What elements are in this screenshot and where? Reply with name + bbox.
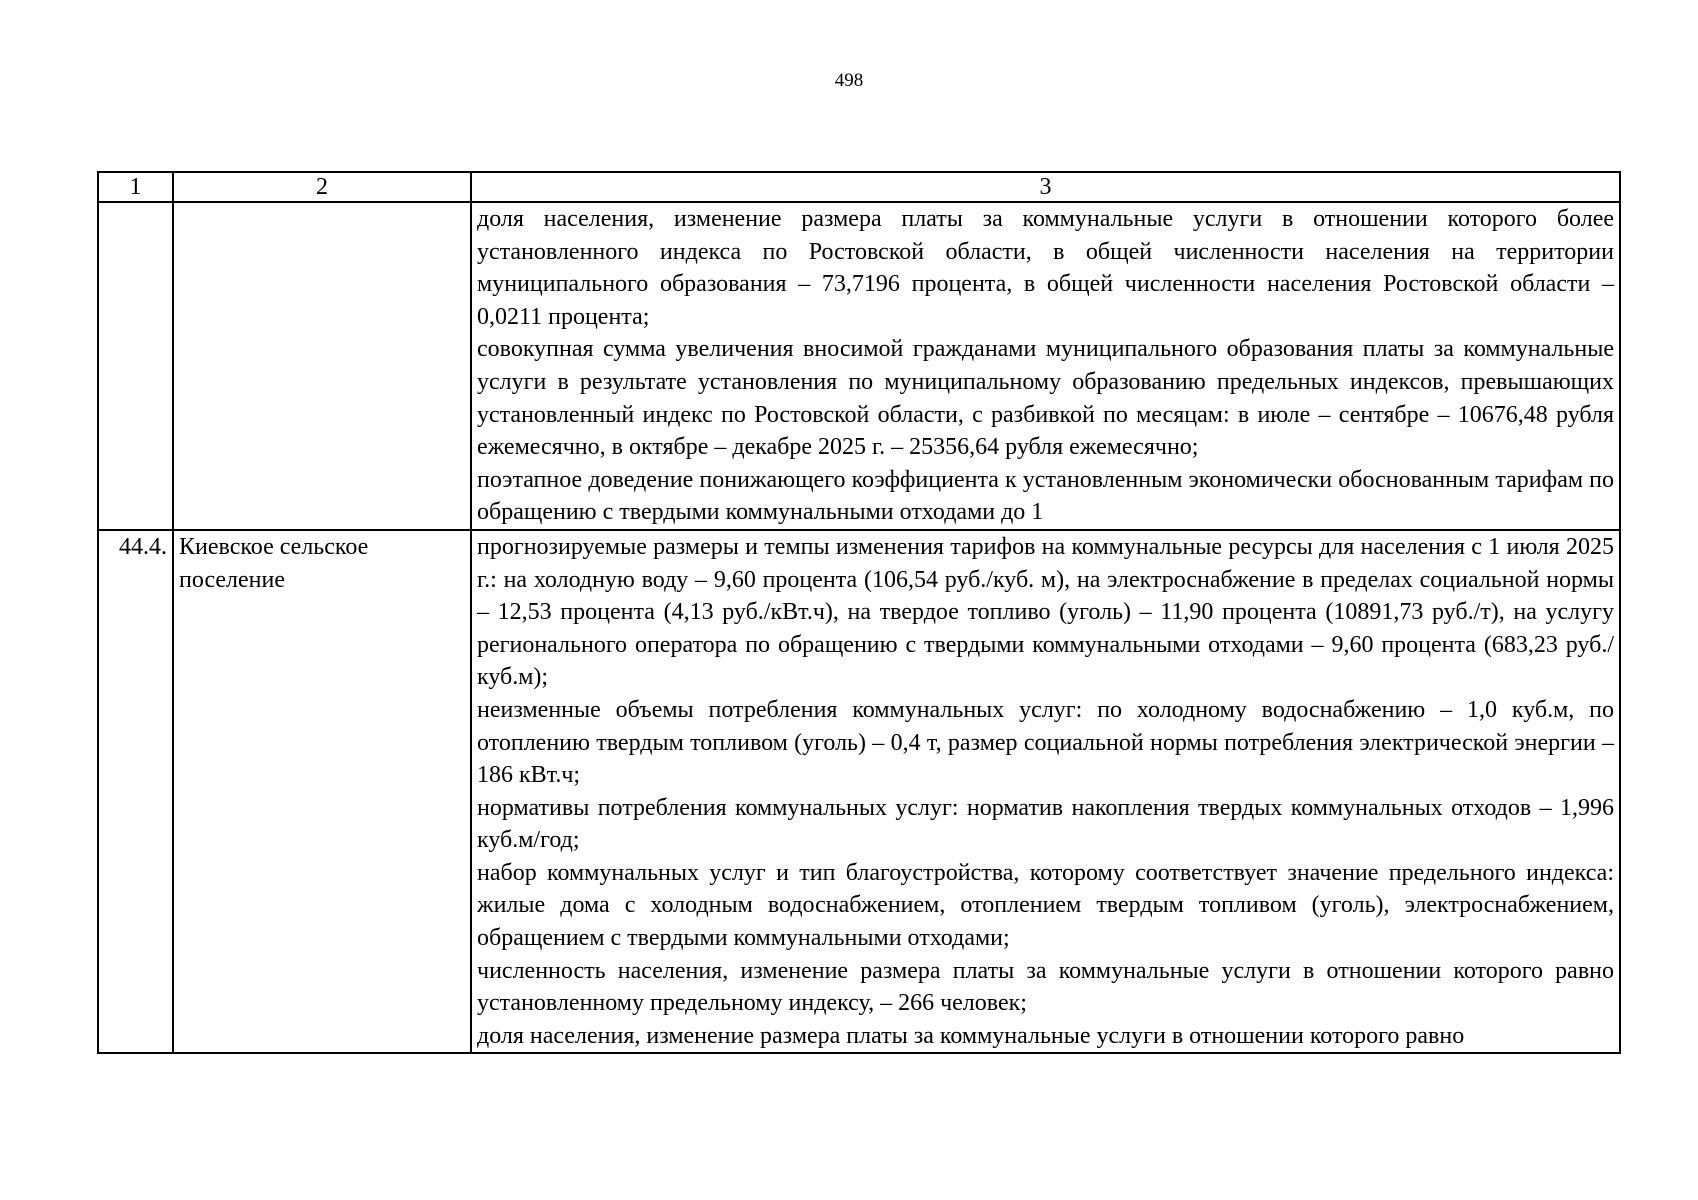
- description-paragraph: доля населения, изменение размера платы за коммунальные услуги в отношении которого равно: [477, 1022, 1465, 1049]
- municipality-name: Киевское сельское поселение: [173, 530, 471, 1054]
- row-number: [98, 202, 173, 530]
- column-header-3: 3: [471, 172, 1620, 202]
- description-paragraph: поэтапное доведение понижающего коэффициента к установленным экономически обоснованным тарифам по обращению с твердыми коммунальными отходами до 1: [477, 466, 1614, 526]
- column-header-1: 1: [98, 172, 173, 202]
- description-paragraph: набор коммунальных услуг и тип благоустройства, которому соответствует значение предельного индекса: жилые дома с холодным водоснабжением, отоплением твердым топливом (уголь), электроснабжением, обращением с твердыми коммунальными отходами;: [477, 859, 1614, 952]
- column-header-2: 2: [173, 172, 471, 202]
- table-row: [98, 202, 1620, 530]
- data-table: [97, 171, 1621, 1054]
- row-description: [471, 202, 1620, 530]
- row-description: [471, 530, 1620, 1054]
- description-paragraph: численность населения, изменение размера платы за коммунальные услуги в отношении которого равно установленному предельному индексу, – 266 человек;: [477, 957, 1614, 1017]
- description-paragraph: прогнозируемые размеры и темпы изменения тарифов на коммунальные ресурсы для населения с 1 июля 2025 г.: на холодную воду – 9,60 процента (106,54 руб./куб. м), на электроснабжение в пределах социальной нормы – 12,53 процента (4,13 руб./кВт.ч), на твердое топливо (уголь) – 11,90 процента (10891,73 руб./т), на услугу регионального оператора по обращению с твердыми коммунальными отходами – 9,60 процента (683,23 руб./куб.м);: [477, 533, 1614, 691]
- description-paragraph: совокупная сумма увеличения вносимой гражданами муниципального образования платы за коммунальные услуги в результате установления по муниципальному образованию предельных индексов, превышающих установленный индекс по Ростовской области, с разбивкой по месяцам: в июле – сентябре – 10676,48 рубля ежемесячно, в октябре – декабре 2025 г. – 25356,64 рубля ежемесячно;: [477, 336, 1614, 461]
- page-number: 498: [834, 70, 864, 91]
- row-number: 44.4.: [98, 530, 173, 1054]
- municipality-name: [173, 202, 471, 530]
- description-paragraph: доля населения, изменение размера платы за коммунальные услуги в отношении которого более установленного индекса по Ростовской области, в общей численности населения на территории муниципального образования – 73,7196 процента, в общей численности населения Ростовской области – 0,0211 процента;: [477, 206, 1614, 330]
- description-paragraph: нормативы потребления коммунальных услуг: норматив накопления твердых коммунальных отходов – 1,996 куб.м/год;: [477, 794, 1614, 854]
- description-paragraph: неизменные объемы потребления коммунальных услуг: по холодному водоснабжению – 1,0 куб.м, по отоплению твердым топливом (уголь) – 0,4 т, размер социальной нормы потребления электрической энергии – 186 кВт.ч;: [477, 696, 1614, 789]
- table-row: [98, 530, 1620, 1054]
- table-header-row: [98, 172, 1620, 202]
